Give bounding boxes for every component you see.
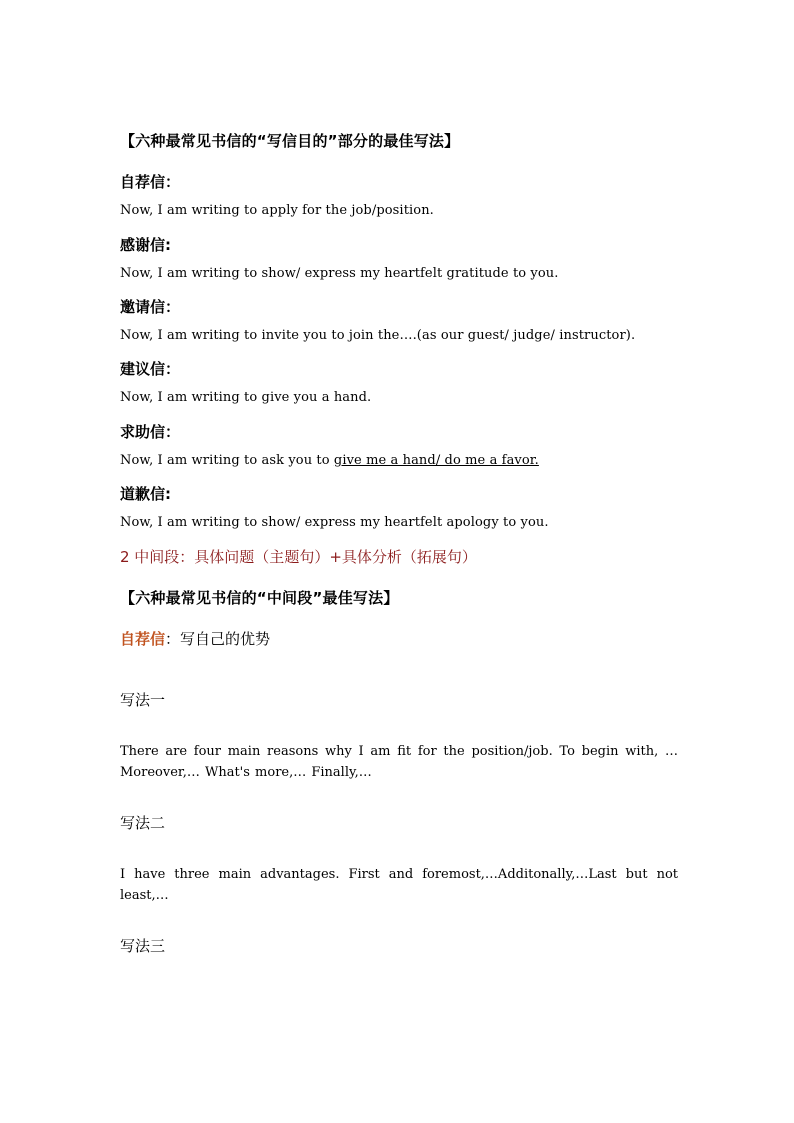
letter-label-help: 求助信： xyxy=(120,423,181,441)
purpose-heading: 【六种最常见书信的“写信目的”部分的最佳写法】 xyxy=(120,132,460,150)
letter-sentence-invitation: Now, I am writing to invite you to join the….(as our guest/ judge/ instructor). xyxy=(120,328,636,343)
letter-label-thanks: 感谢信: xyxy=(120,236,171,254)
self-recommendation-label: 自荐信 xyxy=(120,630,166,648)
method-title-3: 写法三 xyxy=(120,937,166,955)
middle-section-line: 2 中间段：具体问题（主题句）+具体分析（拓展句） xyxy=(120,548,477,566)
method-title-1: 写法一 xyxy=(120,691,166,709)
middle-heading: 【六种最常见书信的“中间段”最佳写法】 xyxy=(120,589,399,607)
method-text-1: There are four main reasons why I am fit for the position/job. To begin with, …Moreover,… What's more,… Finally,… xyxy=(120,744,678,780)
letter-sentence-help-underlined: give me a hand/ do me a favor. xyxy=(333,453,539,468)
letter-label-apology: 道歉信: xyxy=(120,485,171,503)
method-text-2: I have three main advantages. First and foremost,…Additonally,…Last but not least,… xyxy=(120,867,678,903)
method-title-2: 写法二 xyxy=(120,814,166,832)
letter-label-self-recommendation: 自荐信： xyxy=(120,173,181,191)
letter-sentence-self-recommendation: Now, I am writing to apply for the job/position. xyxy=(120,203,434,218)
self-recommendation-rest: ：写自己的优势 xyxy=(165,630,271,648)
self-recommendation-line xyxy=(120,628,270,649)
letter-label-suggestion: 建议信： xyxy=(120,360,181,378)
letter-sentence-thanks: Now, I am writing to show/ express my heartfelt gratitude to you. xyxy=(120,266,559,281)
letter-label-invitation: 邀请信： xyxy=(120,298,181,316)
letter-sentence-apology: Now, I am writing to show/ express my heartfelt apology to you. xyxy=(120,515,549,530)
letter-sentence-help xyxy=(120,453,539,468)
letter-sentence-suggestion: Now, I am writing to give you a hand. xyxy=(120,390,372,405)
letter-sentence-help-prefix: Now, I am writing to ask you to xyxy=(120,453,334,468)
